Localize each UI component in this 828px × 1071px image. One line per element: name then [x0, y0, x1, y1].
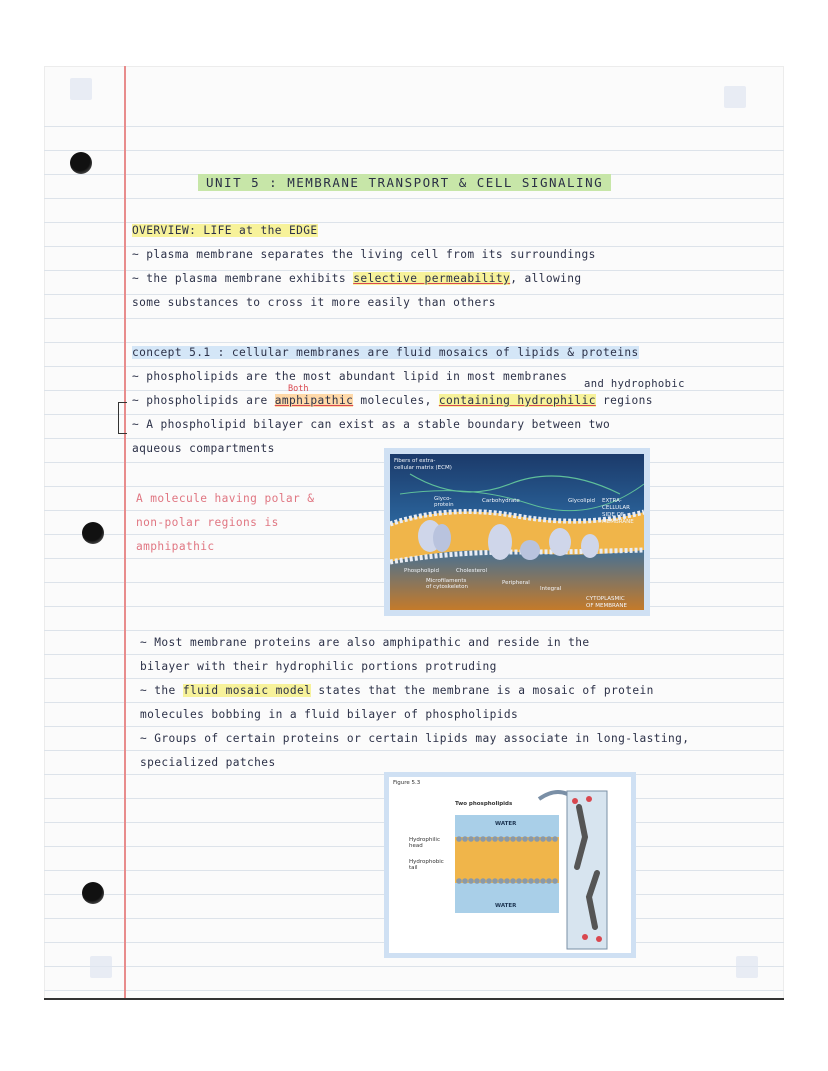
phospholipid-head	[534, 836, 540, 842]
membrane-figure	[384, 448, 650, 616]
fig-label: Carbohydrate	[482, 498, 520, 504]
notebook-page	[44, 66, 784, 1000]
fig-label: cellular matrix (ECM)	[394, 465, 452, 471]
fig-label: protein	[434, 502, 454, 508]
fig-label: Microfilaments	[426, 578, 467, 584]
fig-label: Glyco-	[434, 496, 452, 502]
phospholipid-head	[474, 836, 480, 842]
fig-label: Hydrophilic	[409, 837, 440, 843]
fig-label: Peripheral	[502, 580, 530, 586]
phospholipid-head	[504, 878, 510, 884]
note-insert: and hydrophobic	[584, 378, 685, 390]
ruled-line	[44, 246, 784, 247]
bilayer-figure	[384, 772, 636, 958]
ruled-line	[44, 750, 784, 751]
fig-label: Fibers of extra-	[394, 458, 436, 464]
phospholipid-head	[456, 878, 462, 884]
phospholipid-head	[528, 836, 534, 842]
note-line: ~ the plasma membrane exhibits selective permeability, allowing	[132, 272, 582, 285]
corner-mark	[70, 78, 92, 100]
fig-label: EXTRA-	[602, 498, 622, 504]
binder-hole	[70, 152, 92, 174]
note-line: bilayer with their hydrophilic portions protruding	[140, 660, 497, 673]
ruled-line	[44, 270, 784, 271]
corner-mark	[724, 86, 746, 108]
corner-mark	[90, 956, 112, 978]
side-note: non-polar regions is	[136, 516, 279, 529]
ruled-line	[44, 390, 784, 391]
note-line: aqueous compartments	[132, 442, 275, 455]
membrane-illustration	[390, 454, 644, 610]
phospholipid-head	[540, 836, 546, 842]
phospholipid-head	[552, 878, 558, 884]
margin-line	[124, 66, 126, 1000]
page-title: UNIT 5 : MEMBRANE TRANSPORT & CELL SIGNALING	[198, 174, 611, 191]
phospholipid-head	[504, 836, 510, 842]
fig-label: CELLULAR	[602, 505, 630, 511]
phospholipid-head	[468, 836, 474, 842]
phospholipid-head	[510, 836, 516, 842]
ruled-line	[44, 222, 784, 223]
note-line: ~ the fluid mosaic model states that the membrane is a mosaic of protein	[140, 684, 654, 697]
ruled-line	[44, 294, 784, 295]
fig-label: OF MEMBRANE	[586, 603, 627, 609]
fig-label: Integral	[540, 586, 562, 592]
fig-label: WATER	[495, 821, 517, 827]
phospholipid-head	[486, 836, 492, 842]
note-line: ~ phospholipids are the most abundant lipid in most membranes	[132, 370, 568, 383]
fig-label: WATER	[495, 903, 517, 909]
ruled-line	[44, 198, 784, 199]
phospholipid-head	[522, 836, 528, 842]
overview-heading: OVERVIEW: LIFE at the EDGE	[132, 224, 318, 237]
phospholipid-head	[456, 836, 462, 842]
phospholipid-head	[462, 878, 468, 884]
fig-label: Phospholipid	[404, 568, 439, 574]
ruled-line	[44, 438, 784, 439]
fig-label: Two phospholipids	[455, 801, 513, 807]
ruled-line	[44, 702, 784, 703]
note-line: ~ A phospholipid bilayer can exist as a stable boundary between two	[132, 418, 611, 431]
ruled-line	[44, 726, 784, 727]
note-line: ~ Groups of certain proteins or certain lipids may associate in long-lasting,	[140, 732, 690, 745]
phospholipid-head	[462, 836, 468, 842]
bottom-edge	[44, 998, 784, 1000]
fig-label: Figure 5.3	[393, 780, 421, 786]
fig-label: Hydrophobic	[409, 859, 444, 865]
note-insert-red: Both	[288, 384, 309, 394]
phospholipid-head	[498, 878, 504, 884]
ruled-line	[44, 678, 784, 679]
fig-label: SIDE OF	[602, 512, 625, 518]
phospholipid-head	[510, 878, 516, 884]
bracket-mark	[118, 402, 127, 434]
note-line: ~ plasma membrane separates the living cell from its surroundings	[132, 248, 596, 261]
concept-heading: concept 5.1 : cellular membranes are fluid mosaics of lipids & proteins	[132, 346, 639, 359]
phospholipid-head	[498, 836, 504, 842]
phospholipid-head	[474, 878, 480, 884]
ruled-line	[44, 366, 784, 367]
fig-label: Cholesterol	[456, 568, 488, 574]
note-line: specialized patches	[140, 756, 276, 769]
ruled-line	[44, 150, 784, 151]
phospholipid-head	[516, 836, 522, 842]
fig-label: tail	[409, 865, 418, 871]
fig-label: CYTOPLASMIC	[586, 596, 625, 602]
side-note: A molecule having polar &	[136, 492, 315, 505]
note-line: ~ phospholipids are amphipathic molecules, containing hydrophilic regions	[132, 394, 653, 407]
binder-hole	[82, 522, 104, 544]
ruled-line	[44, 342, 784, 343]
phospholipid-head	[534, 878, 540, 884]
phospholipid-head	[546, 836, 552, 842]
phospholipid-head	[516, 878, 522, 884]
fig-label: of cytoskeleton	[426, 584, 469, 590]
phospholipid-head	[522, 878, 528, 884]
phospholipid-head	[540, 878, 546, 884]
fig-label: Glycolipid	[568, 498, 596, 504]
ruled-line	[44, 126, 784, 127]
binder-hole	[82, 882, 104, 904]
ruled-line	[44, 414, 784, 415]
ruled-line	[44, 654, 784, 655]
side-note: amphipathic	[136, 540, 215, 553]
note-line: molecules bobbing in a fluid bilayer of phospholipids	[140, 708, 519, 721]
fig-label: head	[409, 843, 423, 849]
phospholipid-head	[552, 836, 558, 842]
phospholipid-head	[480, 836, 486, 842]
corner-mark	[736, 956, 758, 978]
ruled-line	[44, 318, 784, 319]
ruled-line	[44, 966, 784, 967]
bilayer-illustration	[389, 777, 631, 953]
phospholipid-head	[546, 878, 552, 884]
fig-label: MEMBRANE	[602, 519, 634, 525]
phospholipid-head	[486, 878, 492, 884]
phospholipid-head	[468, 878, 474, 884]
note-line: ~ Most membrane proteins are also amphipathic and reside in the	[140, 636, 590, 649]
ruled-line	[44, 990, 784, 991]
phospholipid-head	[480, 878, 486, 884]
phospholipid-head	[492, 878, 498, 884]
phospholipid-head	[528, 878, 534, 884]
phospholipid-head	[492, 836, 498, 842]
ruled-line	[44, 630, 784, 631]
note-line: some substances to cross it more easily than others	[132, 296, 496, 309]
